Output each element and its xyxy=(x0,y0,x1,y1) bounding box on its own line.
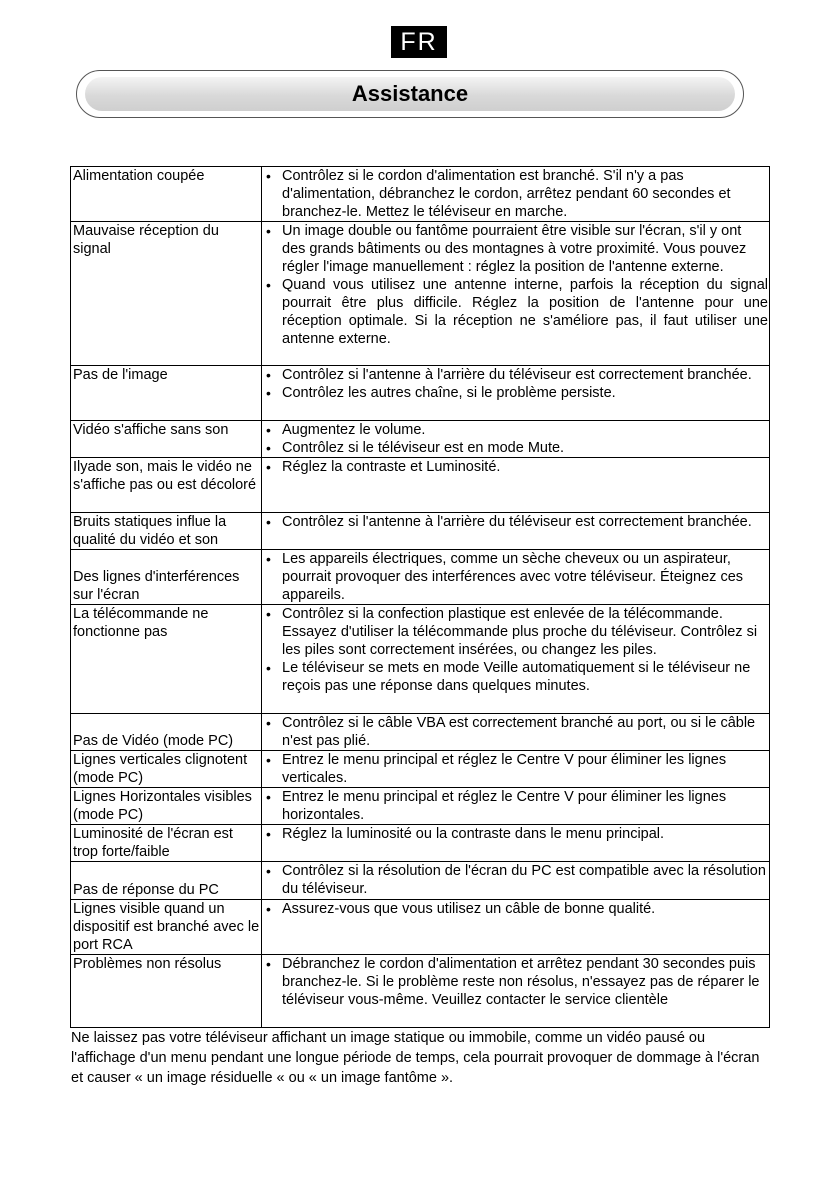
table-row xyxy=(71,751,770,788)
solution-cell xyxy=(262,458,770,513)
solution-cell xyxy=(262,421,770,458)
solution-item: • Contrôlez si l'antenne à l'arrière du téléviseur est correctement branchée. xyxy=(264,366,768,384)
solution-item: • Un image double ou fantôme pourraient être visible sur l'écran, s'il y ont des grands bâtiments ou des montagnes à votre proximité. Vous pouvez régler l'image manuellement : réglez la position de l'antenne externe. xyxy=(264,222,768,276)
solution-item: • Débranchez le cordon d'alimentation et arrêtez pendant 30 secondes puis branchez-le. Si le problème reste non résolus, n'essayez pas de réparer le téléviseur vous-même. Veuillez contacter le service clientèle xyxy=(264,955,768,1009)
table-row xyxy=(71,605,770,714)
solution-item: • Contrôlez si la confection plastique est enlevée de la télécommande. Essayez d'utiliser la télécommande plus proche du téléviseur. Contrôlez si les piles sont correctement insérées, ou changez les piles. xyxy=(264,605,768,659)
solution-item: • Les appareils électriques, comme un sèche cheveux ou un aspirateur, pourrait provoquer des interférences avec votre téléviseur. Éteignez ces appareils. xyxy=(264,550,768,604)
title-banner-inner xyxy=(85,77,735,111)
problem-cell: Vidéo s'affiche sans son xyxy=(71,421,262,458)
language-badge xyxy=(391,26,447,58)
problem-cell: Pas de réponse du PC xyxy=(71,862,262,900)
solution-cell xyxy=(262,167,770,222)
problem-cell: Bruits statiques influe la qualité du vidéo et son xyxy=(71,513,262,550)
table-row xyxy=(71,900,770,955)
solution-item: • Entrez le menu principal et réglez le Centre V pour éliminer les lignes horizontales. xyxy=(264,788,768,824)
solution-cell xyxy=(262,900,770,955)
problem-cell: Alimentation coupée xyxy=(71,167,262,222)
table-row xyxy=(71,788,770,825)
table-row xyxy=(71,366,770,421)
solution-item: • Contrôlez les autres chaîne, si le problème persiste. xyxy=(264,384,768,402)
table-row xyxy=(71,550,770,605)
problem-cell: Mauvaise réception du signal xyxy=(71,222,262,366)
solution-cell xyxy=(262,222,770,366)
table-row xyxy=(71,421,770,458)
problem-cell: Lignes Horizontales visibles (mode PC) xyxy=(71,788,262,825)
troubleshooting-table xyxy=(70,166,770,1028)
problem-cell: La télécommande ne fonctionne pas xyxy=(71,605,262,714)
solution-item: • Augmentez le volume. xyxy=(264,421,768,439)
language-code: FR xyxy=(400,27,438,56)
solution-item: • Entrez le menu principal et réglez le Centre V pour éliminer les lignes verticales. xyxy=(264,751,768,787)
table-row xyxy=(71,714,770,751)
solution-cell xyxy=(262,862,770,900)
solution-item: • Contrôlez si le cordon d'alimentation est branché. S'il n'y a pas d'alimentation, débranchez le cordon, arrêtez pendant 60 secondes et branchez-le. Mettez le téléviseur en marche. xyxy=(264,167,768,221)
page-title: Assistance xyxy=(351,81,469,106)
problem-cell: Lignes visible quand un dispositif est branché avec le port RCA xyxy=(71,900,262,955)
solution-item: • Réglez la contraste et Luminosité. xyxy=(264,458,768,476)
solution-cell xyxy=(262,605,770,714)
solution-cell xyxy=(262,550,770,605)
solution-cell xyxy=(262,955,770,1028)
solution-cell xyxy=(262,788,770,825)
problem-cell: Des lignes d'interférences sur l'écran xyxy=(71,550,262,605)
solution-item: • Contrôlez si le câble VBA est correctement branché au port, ou si le câble n'est pas plié. xyxy=(264,714,768,750)
solution-item: • Réglez la luminosité ou la contraste dans le menu principal. xyxy=(264,825,768,843)
problem-cell: Lignes verticales clignotent (mode PC) xyxy=(71,751,262,788)
table-row xyxy=(71,955,770,1028)
table-row xyxy=(71,862,770,900)
solution-item: • Assurez-vous que vous utilisez un câble de bonne qualité. xyxy=(264,900,768,918)
solution-item: • Contrôlez si l'antenne à l'arrière du téléviseur est correctement branchée. xyxy=(264,513,768,531)
table-row xyxy=(71,167,770,222)
problem-cell: Problèmes non résolus xyxy=(71,955,262,1028)
solution-cell xyxy=(262,513,770,550)
solution-cell xyxy=(262,366,770,421)
solution-item: • Contrôlez si la résolution de l'écran du PC est compatible avec la résolution du téléviseur. xyxy=(264,862,768,898)
title-banner xyxy=(76,70,744,118)
solution-item: • Contrôlez si le téléviseur est en mode Mute. xyxy=(264,439,768,457)
solution-item: • Quand vous utilisez une antenne interne, parfois la réception du signal pourrait être plus difficile. Réglez la position de l'antenne pour une réception optimale. Si la réception ne s'améliore pas, il faut utiliser une antenne externe. xyxy=(264,276,768,348)
table-row xyxy=(71,825,770,862)
table-row xyxy=(71,513,770,550)
solution-item: • Le téléviseur se mets en mode Veille automatiquement si le téléviseur ne reçois pas une réponse dans quelques minutes. xyxy=(264,659,768,695)
table-row xyxy=(71,458,770,513)
footer-note: Ne laissez pas votre téléviseur affichant un image statique ou immobile, comme un vidéo pausé ou l'affichage d'un menu pendant une longue période de temps, cela pourrait provoquer de dommage à l'écran et causer « un image résiduelle « ou « un image fantôme ». xyxy=(71,1030,760,1086)
problem-cell: Ilyade son, mais le vidéo ne s'affiche pas ou est décoloré xyxy=(71,458,262,513)
solution-cell xyxy=(262,714,770,751)
problem-cell: Pas de l'image xyxy=(71,366,262,421)
solution-cell xyxy=(262,825,770,862)
solution-cell xyxy=(262,751,770,788)
problem-cell: Luminosité de l'écran est trop forte/faible xyxy=(71,825,262,862)
table-row xyxy=(71,222,770,366)
problem-cell: Pas de Vidéo (mode PC) xyxy=(71,714,262,751)
